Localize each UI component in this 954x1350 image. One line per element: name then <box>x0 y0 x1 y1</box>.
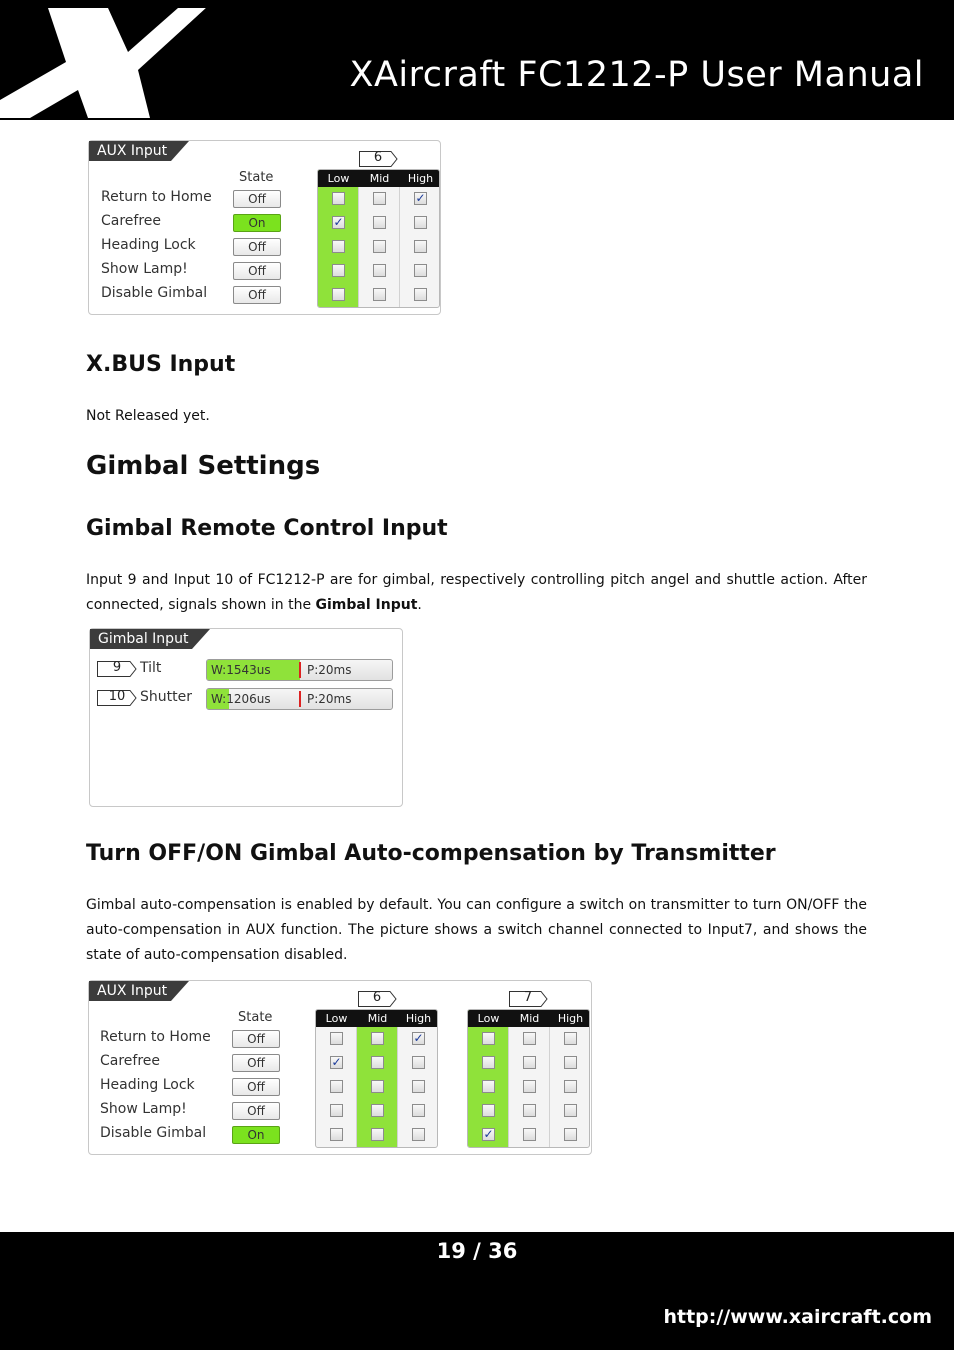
state-toggle-button[interactable]: On <box>233 214 281 232</box>
state-toggle-button[interactable]: On <box>232 1126 280 1144</box>
checkbox[interactable] <box>523 1032 536 1045</box>
page-header <box>0 0 954 120</box>
xaircraft-x-logo-icon <box>0 0 230 120</box>
pulse-period-value: P:20ms <box>307 692 352 706</box>
checkbox[interactable] <box>523 1128 536 1141</box>
state-toggle-button[interactable]: Off <box>233 286 281 304</box>
checkbox[interactable] <box>414 288 427 301</box>
state-toggle-button[interactable]: Off <box>233 190 281 208</box>
aux-row-label: Show Lamp! <box>101 261 188 277</box>
panel-tab-aux-input-2: AUX Input <box>89 981 171 1001</box>
aux-row-label: Return to Home <box>101 189 212 205</box>
column-header-low: Low <box>318 170 359 187</box>
checkbox-checked[interactable]: ✓ <box>413 1031 424 1045</box>
grid-column <box>357 1010 398 1147</box>
checkbox[interactable] <box>414 240 427 253</box>
signal-bar <box>206 659 393 681</box>
aux-row-label: Return to Home <box>100 1029 211 1045</box>
checkbox[interactable] <box>373 192 386 205</box>
signal-center-marker <box>299 691 301 707</box>
checkbox[interactable] <box>373 216 386 229</box>
signal-center-marker <box>299 662 301 678</box>
checkbox[interactable] <box>482 1104 495 1117</box>
column-header-mid: Mid <box>359 170 400 187</box>
checkbox[interactable] <box>371 1056 384 1069</box>
checkbox[interactable] <box>373 288 386 301</box>
channel-indicator-7: 7 <box>509 991 547 1007</box>
aux-input-panel <box>88 140 441 315</box>
column-header-high: High <box>400 170 440 187</box>
checkbox[interactable] <box>330 1128 343 1141</box>
checkbox[interactable] <box>412 1104 425 1117</box>
column-header-mid: Mid <box>509 1010 550 1027</box>
checkbox[interactable] <box>330 1080 343 1093</box>
state-toggle-button[interactable]: Off <box>232 1078 280 1096</box>
xbus-heading: X.BUS Input <box>86 352 236 377</box>
pulse-period-value: P:20ms <box>307 663 352 677</box>
pulse-width-value: W:1206us <box>211 692 271 706</box>
channel-indicator-10: 10 <box>97 690 137 706</box>
aux-row-label: Carefree <box>100 1053 161 1069</box>
checkbox[interactable] <box>564 1056 577 1069</box>
gimbal-row-label: Shutter <box>140 689 192 705</box>
grid-column <box>550 1010 590 1147</box>
aux-row-label: Disable Gimbal <box>100 1125 207 1141</box>
channel-indicator-6: 6 <box>359 151 397 167</box>
checkbox[interactable] <box>414 216 427 229</box>
checkbox-checked[interactable]: ✓ <box>333 215 344 229</box>
checkbox[interactable] <box>373 264 386 277</box>
checkbox[interactable] <box>564 1128 577 1141</box>
column-header-low: Low <box>468 1010 509 1027</box>
page-number: 19 / 36 <box>436 1239 518 1263</box>
gimbal-remote-heading: Gimbal Remote Control Input <box>86 516 448 541</box>
column-header-low: Low <box>316 1010 357 1027</box>
aux-row-label: Carefree <box>101 213 162 229</box>
checkbox[interactable] <box>412 1080 425 1093</box>
low-mid-high-grid-ch6 <box>315 1009 438 1148</box>
low-mid-high-grid-ch7 <box>467 1009 590 1148</box>
checkbox[interactable] <box>332 288 345 301</box>
column-header-mid: Mid <box>357 1010 398 1027</box>
state-toggle-button[interactable]: Off <box>232 1102 280 1120</box>
checkbox[interactable] <box>412 1128 425 1141</box>
checkbox[interactable] <box>332 240 345 253</box>
channel-indicator-6: 6 <box>358 991 396 1007</box>
state-toggle-button[interactable]: Off <box>232 1054 280 1072</box>
grid-column <box>509 1010 550 1147</box>
gimbal-input-panel <box>89 628 403 807</box>
panel-tab-aux-input: AUX Input <box>89 141 171 161</box>
checkbox[interactable] <box>523 1104 536 1117</box>
checkbox[interactable] <box>332 264 345 277</box>
checkbox[interactable] <box>482 1032 495 1045</box>
xbus-text: Not Released yet. <box>86 408 210 424</box>
checkbox-checked[interactable]: ✓ <box>331 1055 342 1069</box>
checkbox[interactable] <box>330 1032 343 1045</box>
checkbox[interactable] <box>523 1080 536 1093</box>
auto-compensation-text: Gimbal auto-compensation is enabled by default. You can configure a switch on transmitter to turn ON/OFF the auto-compensation in AUX function. The picture shows a switch channel connected to Input7, and shows the state of auto-compensation disabled. <box>86 897 867 963</box>
channel-indicator-9: 9 <box>97 661 137 677</box>
checkbox[interactable] <box>371 1128 384 1141</box>
checkbox[interactable] <box>564 1032 577 1045</box>
aux-row-label: Disable Gimbal <box>101 285 208 301</box>
checkbox[interactable] <box>330 1104 343 1117</box>
state-toggle-button[interactable]: Off <box>233 262 281 280</box>
manual-title: XAircraft FC1212-P User Manual <box>349 55 924 95</box>
pulse-width-value: W:1543us <box>211 663 271 677</box>
checkbox[interactable] <box>371 1104 384 1117</box>
aux-row-label: Heading Lock <box>100 1077 195 1093</box>
checkbox[interactable] <box>564 1080 577 1093</box>
checkbox[interactable] <box>482 1080 495 1093</box>
aux-row-label: Show Lamp! <box>100 1101 187 1117</box>
gimbal-input-bold: Gimbal Input <box>315 597 418 613</box>
gimbal-settings-heading: Gimbal Settings <box>86 451 321 481</box>
checkbox[interactable] <box>482 1056 495 1069</box>
website-link[interactable]: http://www.xaircraft.com <box>663 1306 932 1328</box>
gimbal-remote-text: Input 9 and Input 10 of FC1212-P are for gimbal, respectively controlling pitch angel and shuttle action. After connected, signals shown in the Gimbal Input. <box>86 572 867 613</box>
gimbal-row-label: Tilt <box>140 660 162 676</box>
checkbox[interactable] <box>371 1032 384 1045</box>
checkbox[interactable] <box>371 1080 384 1093</box>
checkbox[interactable] <box>414 264 427 277</box>
panel-tab-gimbal-input: Gimbal Input <box>90 629 192 649</box>
checkbox[interactable] <box>332 192 345 205</box>
state-column-header: State <box>238 1010 273 1025</box>
state-column-header: State <box>239 170 274 185</box>
checkbox[interactable] <box>373 240 386 253</box>
column-header-high: High <box>398 1010 438 1027</box>
low-mid-high-grid <box>317 169 440 308</box>
checkbox-checked[interactable]: ✓ <box>483 1127 494 1141</box>
auto-compensation-heading: Turn OFF/ON Gimbal Auto-compensation by Transmitter <box>86 841 776 866</box>
aux-row-label: Heading Lock <box>101 237 196 253</box>
page-footer <box>0 1232 954 1350</box>
signal-bar <box>206 688 393 710</box>
grid-column <box>318 170 359 307</box>
grid-column <box>359 170 400 307</box>
column-header-high: High <box>550 1010 590 1027</box>
checkbox-checked[interactable]: ✓ <box>415 191 426 205</box>
grid-column <box>316 1010 357 1147</box>
state-toggle-button[interactable]: Off <box>232 1030 280 1048</box>
checkbox[interactable] <box>564 1104 577 1117</box>
checkbox[interactable] <box>412 1056 425 1069</box>
aux-input-panel-2 <box>88 980 592 1155</box>
state-toggle-button[interactable]: Off <box>233 238 281 256</box>
checkbox[interactable] <box>523 1056 536 1069</box>
